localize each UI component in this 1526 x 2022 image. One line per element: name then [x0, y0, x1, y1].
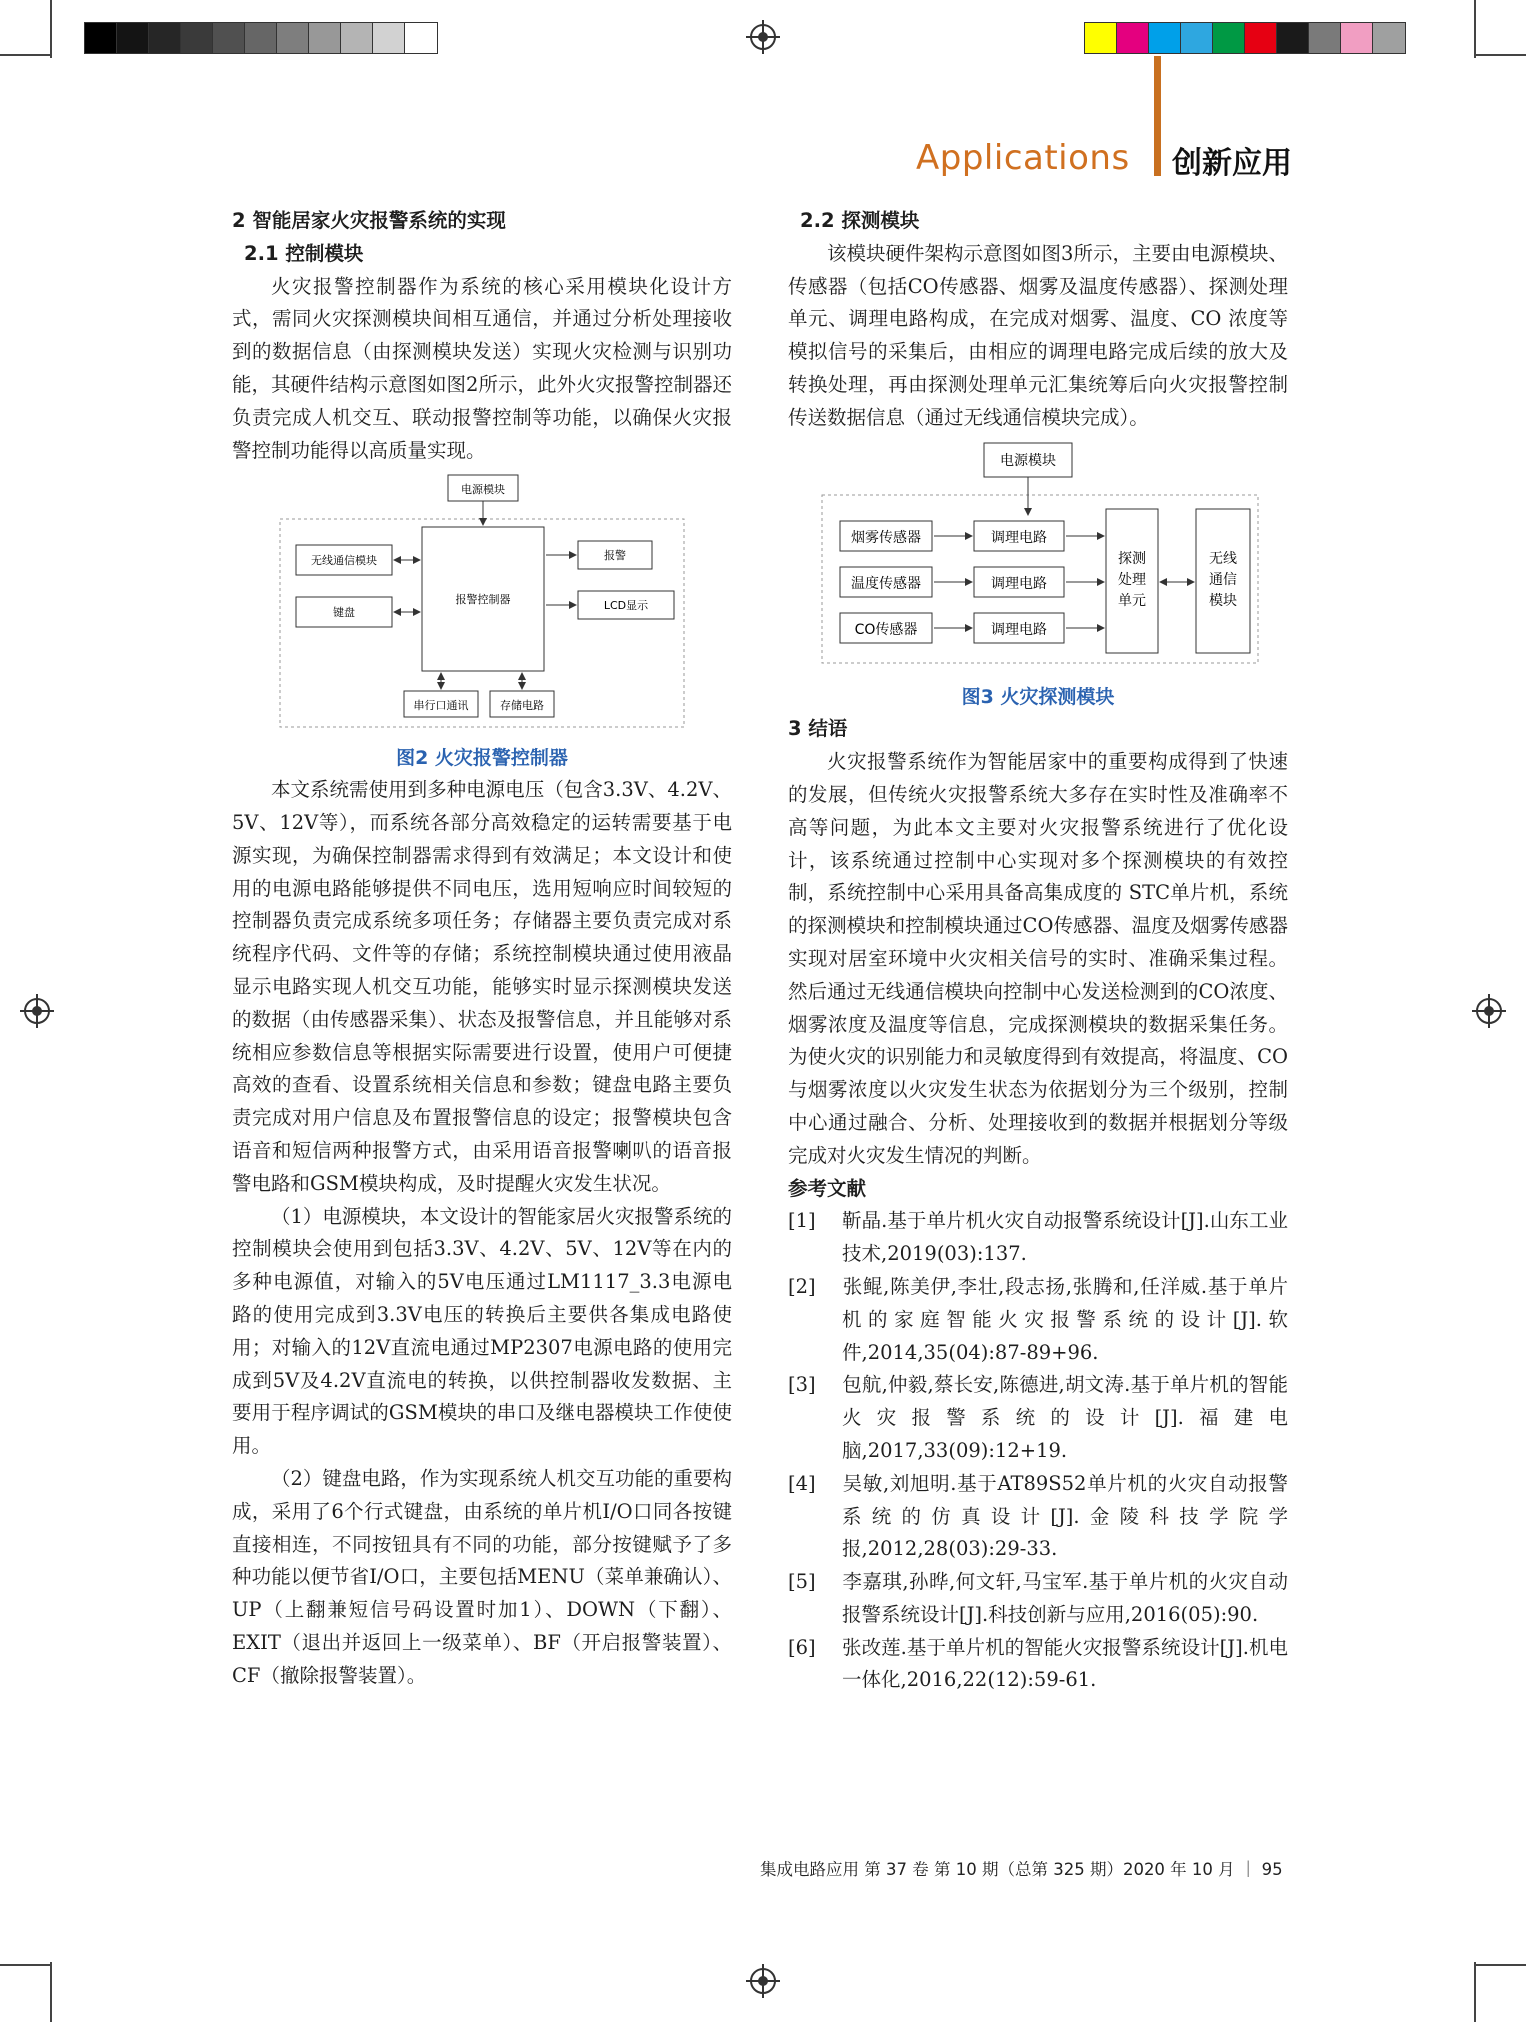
fig3-proc-label: 探测 [1118, 550, 1146, 567]
reference-item: [3] 包航,仲毅,蔡长安,陈德进,胡文涛.基于单片机的智能火灾报警系统的设计[J].福建电脑,2017,33(09):12+19. [788, 1373, 1288, 1462]
color-bar [1084, 22, 1406, 54]
color-swatch [1277, 23, 1309, 53]
header-chinese: 创新应用 [1172, 146, 1292, 181]
fig3-co-label: CO传感器 [854, 621, 918, 638]
crop-mark [1474, 54, 1526, 56]
reference-item: [2] 张鲲,陈美伊,李壮,段志扬,张腾和,任洋威.基于单片机的家庭智能火灾报警系统的设计[J].软件,2014,35(04):87-89+96. [788, 1274, 1288, 1364]
fig3-cond-label: 调理电路 [991, 575, 1047, 592]
header-english: Applications [916, 138, 1130, 178]
grayscale-swatch [373, 23, 405, 53]
crop-mark [50, 0, 52, 58]
registration-mark-icon [24, 998, 50, 1024]
crop-mark [1474, 1962, 1476, 2022]
fig3-cond-label: 调理电路 [991, 529, 1047, 546]
paragraph: （2）键盘电路，作为实现系统人机交互功能的重要构成，采用了6个行式键盘，由系统的单片机I/O口同各按键直接相连，不同按钮具有不同的功能，部分按键赋予了多种功能以便节省I/O口，主要包括MENU（菜单兼确认）、UP（上翻兼短信号码设置时加1）、DOWN（下翻）、EXIT（退出并返回上一级菜单）、BF（开启报警装置）、CF（撤除报警装置）。 [232, 1466, 732, 1687]
subsection-heading: 2.2 探测模块 [800, 209, 920, 232]
color-swatch [1085, 23, 1117, 53]
fig3-wireless-label: 无线 [1209, 550, 1237, 567]
figure-3 [788, 439, 1288, 714]
crop-mark [0, 1964, 52, 1966]
fig3-wireless-label: 模块 [1209, 592, 1237, 609]
registration-mark-icon [750, 1968, 776, 1994]
color-swatch [1341, 23, 1373, 53]
grayscale-swatch [117, 23, 149, 53]
reference-item: [6] 张改莲.基于单片机的智能火灾报警系统设计[J].机电一体化,2016,22(12):59-61. [788, 1635, 1288, 1692]
paragraph: （1）电源模块，本文设计的智能家居火灾报警系统的控制模块会使用到包括3.3V、4.2V、5V、12V等在内的多种电源值，对输入的5V电压通过LM1117_3.3电源电路的使用完成到3.3V电压的转换后主要供各集成电路使用；对输入的12V直流电通过MP2307电源电路的使用完成到5V及4.2V直流电的转换，以供控制器收发数据、主要用于程序调试的GSM模块的串口及继电器模块工作使使用。 [232, 1204, 732, 1458]
fig2-power-label: 电源模块 [461, 483, 505, 497]
paragraph: 本文系统需使用到多种电源电压（包含3.3V、4.2V、5V、12V等），而系统各部分高效稳定的运转需要基于电源实现，为确保控制器需求得到有效满足；本文设计和使用的电源电路能够提供不同电压，选用短响应时间较短的控制器负责完成系统多项任务；存储器主要负责完成对系统程序代码、文件等的存储；系统控制模块通过使用液晶显示电路实现人机交互功能，能够实时显示探测模块发送的数据（由传感器采集）、状态及报警信息，并且能够对系统相应参数信息等根据实际需要进行设置，使用户可便捷高效的查看、设置系统相关信息和参数；键盘电路主要负责完成对用户信息及布置报警信息的设定；报警模块包含语音和短信两种报警方式，由采用语音报警喇叭的语音报警电路和GSM模块构成，及时提醒火灾发生状况。 [232, 778, 732, 1195]
grayscale-swatch [309, 23, 341, 53]
color-swatch [1181, 23, 1213, 53]
color-swatch [1149, 23, 1181, 53]
grayscale-swatch [245, 23, 277, 53]
crop-mark [50, 1962, 52, 2022]
grayscale-swatch [181, 23, 213, 53]
fig3-power-label: 电源模块 [1000, 452, 1056, 469]
reference-list [788, 1205, 1288, 1697]
fig2-keyboard-label: 键盘 [333, 606, 355, 620]
color-swatch [1309, 23, 1341, 53]
registration-mark-icon [1476, 998, 1502, 1024]
left-column [232, 205, 732, 1692]
fig3-cond-label: 调理电路 [991, 621, 1047, 638]
reference-item: [4] 吴敏,刘旭明.基于AT89S52单片机的火灾自动报警系统的仿真设计[J].金陵科技学院学报,2012,28(03):29-33. [788, 1471, 1288, 1561]
figure-2 [232, 473, 732, 774]
references-heading: 参考文献 [788, 1176, 867, 1200]
grayscale-swatch [85, 23, 117, 53]
grayscale-swatch [213, 23, 245, 53]
reference-item: [5] 李嘉琪,孙晔,何文轩,马宝军.基于单片机的火灾自动报警系统设计[J].科技创新与应用,2016(05):90. [788, 1570, 1288, 1626]
fig2-controller-label: 报警控制器 [455, 593, 511, 607]
fig2-diagram [232, 473, 732, 731]
paragraph: 该模块硬件架构示意图如图3所示，主要由电源模块、传感器（包括CO传感器、烟雾及温度传感器）、探测处理单元、调理电路构成，在完成对烟雾、温度、CO 浓度等模拟信号的采集后，由相应的调理电路完成后续的放大及转换处理，再由探测处理单元汇集统筹后向火灾报警控制传送数据信息（通过无线通信模块完成）。 [788, 241, 1288, 429]
paragraph: 火灾报警控制器作为系统的核心采用模块化设计方式，需同火灾探测模块间相互通信，并通过分析处理接收到的数据信息（由探测模块发送）实现火灾检测与识别功能，其硬件结构示意图如图2所示，此外火灾报警控制器还负责完成人机交互、联动报警控制等功能，以确保火灾报警控制功能得以高质量实现。 [232, 274, 732, 462]
crop-mark [0, 54, 52, 56]
header-rule [1154, 56, 1161, 176]
page-footer: 集成电路应用 第 37 卷 第 10 期（总第 325 期）2020 年 10 月 ｜ 95 [760, 1860, 1283, 1879]
color-swatch [1245, 23, 1277, 53]
fig2-serial-label: 串行口通讯 [413, 699, 469, 713]
fig2-wireless-label: 无线通信模块 [311, 554, 377, 568]
fig3-proc-label: 单元 [1118, 592, 1146, 609]
crop-mark [1474, 0, 1476, 58]
reference-item: [1] 靳晶.基于单片机火灾自动报警系统设计[J].山东工业技术,2019(03):137. [788, 1209, 1288, 1266]
registration-mark-icon [750, 24, 776, 50]
fig3-wireless-label: 通信 [1209, 571, 1237, 588]
figure-caption: 图2 火灾报警控制器 [396, 747, 568, 770]
right-column [788, 205, 1288, 1697]
paragraph: 火灾报警系统作为智能居家中的重要构成得到了快速的发展，但传统火灾报警系统大多存在实时性及准确率不高等问题，为此本文主要对火灾报警系统进行了优化设计，该系统通过控制中心实现对多个探测模块的有效控制，系统控制中心采用具备高集成度的 STC单片机，系统的探测模块和控制模块通过CO传感器、温度及烟雾传感器实现对居室环境中火灾相关信号的实时、准确采集过程。然后通过无线通信模块向控制中心发送检测到的CO浓度、烟雾浓度及温度等信息，完成探测模块的数据采集任务。为使火灾的识别能力和灵敏度得到有效提高，将温度、CO与烟雾浓度以火灾发生状态为依据划分为三个级别，控制中心通过融合、分析、处理接收到的数据并根据划分等级完成对火灾发生情况的判断。 [788, 750, 1288, 1167]
color-swatch [1117, 23, 1149, 53]
fig3-temp-label: 温度传感器 [851, 575, 921, 592]
crop-mark [1474, 1964, 1526, 1966]
fig3-smoke-label: 烟雾传感器 [851, 529, 921, 546]
figure-caption: 图3 火灾探测模块 [961, 686, 1115, 709]
fig2-storage-label: 存储电路 [500, 699, 544, 713]
subsection-heading: 2.1 控制模块 [244, 241, 364, 265]
grayscale-swatch [149, 23, 181, 53]
fig3-proc-label: 处理 [1118, 571, 1146, 588]
color-swatch [1373, 23, 1405, 53]
grayscale-swatch [405, 23, 437, 53]
section-heading: 2 智能居家火灾报警系统的实现 [232, 209, 506, 232]
color-swatch [1213, 23, 1245, 53]
grayscale-swatch [341, 23, 373, 53]
grayscale-swatch [277, 23, 309, 53]
fig3-diagram [788, 439, 1288, 675]
grayscale-bar [84, 22, 438, 54]
fig2-alarm-label: 报警 [604, 549, 626, 563]
fig2-lcd-label: LCD显示 [603, 599, 649, 613]
section-heading: 3 结语 [788, 717, 848, 741]
